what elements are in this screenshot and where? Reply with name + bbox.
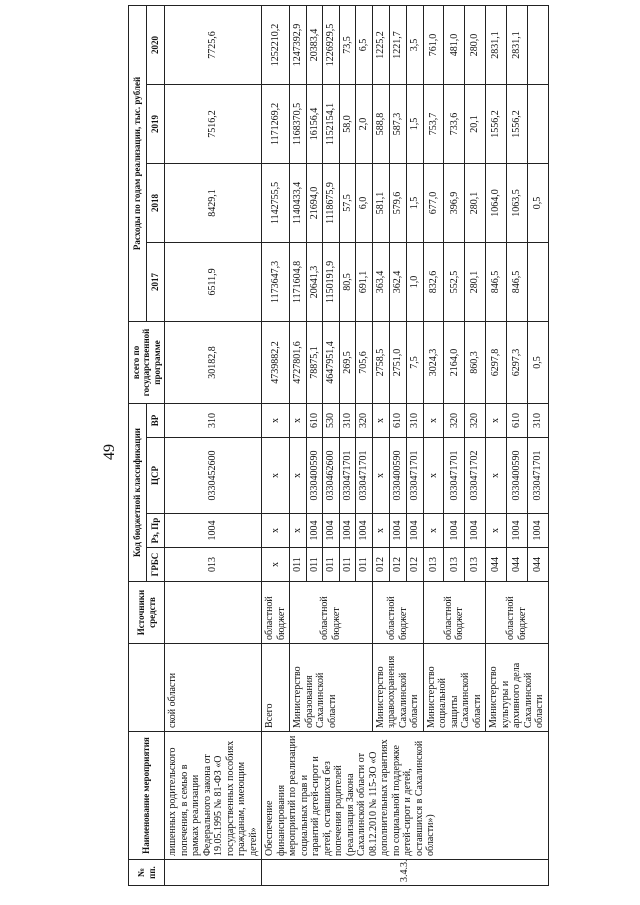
cell-2018: 6,0 [356,163,373,242]
cell-grbs: 011 [290,548,307,582]
cell-2018: 280,1 [465,163,486,242]
cell-total: 6297,8 [486,321,507,403]
cell-2018: 1,5 [406,163,423,242]
cell-total: 2751,0 [389,321,406,403]
header-sources: Источники средств [129,582,165,644]
cell-2020 [527,5,548,84]
cell-vr: 320 [444,403,465,437]
header-year: 2017 [147,242,165,321]
cell-csr: 0330452600 [165,438,262,514]
cell-vr: x [486,403,507,437]
cell-2017: 832,6 [423,242,444,321]
cell-2019 [527,84,548,163]
header-expenses: Расходы по годам реализации, тыс. рублей [129,5,147,321]
cell-2020: 1247392,9 [290,5,307,84]
cell-2020: 2831,1 [506,5,527,84]
cell-source: областной бюджет [486,582,549,644]
cell-total: 78875,1 [306,321,323,403]
cell-total: 705,6 [356,321,373,403]
cell-csr: x [372,438,389,514]
cell-grbs: 011 [306,548,323,582]
cell-total: 6297,3 [506,321,527,403]
cell-total: 4727801,6 [290,321,307,403]
header-vr: ВР [147,403,165,437]
cell-2020: 6,5 [356,5,373,84]
cell-2020: 1226929,5 [323,5,340,84]
cell-2020: 761,0 [423,5,444,84]
cell-executor: Министерство культуры и архивного дела Сахалинской области [486,644,549,732]
cell-2020: 7725,6 [165,5,262,84]
cell-2020: 20383,4 [306,5,323,84]
cell-rzpr: 1004 [444,514,465,548]
cell-rzpr: x [486,514,507,548]
cell-csr: 0330471701 [339,438,356,514]
cell-2019: 1152154,1 [323,84,340,163]
cell-rzpr: 1004 [306,514,323,548]
cell-2019: 16156,4 [306,84,323,163]
cell-executor: Министерство социальной защиты Сахалинской области [423,644,486,732]
cell-2018: 1064,0 [486,163,507,242]
header-no: № пп. [129,860,165,886]
cell-source: областной бюджет [262,582,290,644]
cell-grbs: 013 [465,548,486,582]
cell-total: 2758,5 [372,321,389,403]
cell-2017: 1,0 [406,242,423,321]
cell-grbs: 044 [486,548,507,582]
header-grbs: ГРБС [147,548,165,582]
cell-csr: 0330471702 [465,438,486,514]
cell-grbs: x [262,548,290,582]
header-year: 2020 [147,5,165,84]
cell-2018: 1063,5 [506,163,527,242]
cell-2019: 58,0 [339,84,356,163]
cell-total: 269,5 [339,321,356,403]
cell-rzpr: 1004 [323,514,340,548]
cell-csr: 0330471701 [356,438,373,514]
cell-vr: x [372,403,389,437]
cell-rzpr: 1004 [506,514,527,548]
cell-vr: 610 [389,403,406,437]
cell-rzpr: 1004 [465,514,486,548]
cell-rzpr: 1004 [406,514,423,548]
cell-2017: 691,1 [356,242,373,321]
cell-2018: 579,6 [389,163,406,242]
cell-source: областной бюджет [290,582,373,644]
cell-2020: 1221,7 [389,5,406,84]
cell-rzpr: 1004 [339,514,356,548]
cell-grbs: 013 [165,548,262,582]
cell-vr: 530 [323,403,340,437]
cell-vr: x [262,403,290,437]
cell-executor: Всего [262,644,290,732]
cell-2018: 21694,0 [306,163,323,242]
cell-grbs: 012 [389,548,406,582]
cell-grbs: 011 [339,548,356,582]
section-number: 3.4.3. [262,860,549,886]
cell-source [165,582,262,644]
header-budget-code: Код бюджетной классификации [129,403,147,581]
cell-total: 0,5 [527,321,548,403]
cell-2020: 481,0 [444,5,465,84]
cell-rzpr: 1004 [527,514,548,548]
header-executor [129,644,165,732]
cell-2019: 588,8 [372,84,389,163]
header-year: 2019 [147,84,165,163]
cell-2017: 20641,3 [306,242,323,321]
cell-vr: 310 [406,403,423,437]
cell-csr: 0330400590 [506,438,527,514]
cell-2019: 733,6 [444,84,465,163]
cell-vr: 310 [339,403,356,437]
cell-rzpr: x [423,514,444,548]
cell-total: 4739882,2 [262,321,290,403]
cell-csr: 0330400590 [389,438,406,514]
cell-csr: x [486,438,507,514]
cell-total: 30182,8 [165,321,262,403]
cell-2019: 7516,2 [165,84,262,163]
cell-name: лишенных родительского попечения, в семью в рамках реализации Федерального закона от 19.05.1995 № 81-ФЗ «О государственных пособиях гражданам, имеющим детей» [165,732,262,860]
cell-2017: 363,4 [372,242,389,321]
cell-2017: 552,5 [444,242,465,321]
cell-no [165,860,262,886]
cell-csr: 0330462600 [323,438,340,514]
cell-vr: 320 [356,403,373,437]
cell-2018: 581,1 [372,163,389,242]
cell-executor: ской области [165,644,262,732]
cell-2019: 587,3 [389,84,406,163]
cell-csr: x [290,438,307,514]
cell-2018: 1140433,4 [290,163,307,242]
header-name: Наименование мероприятия [129,732,165,860]
cell-2019: 1168370,5 [290,84,307,163]
cell-2020: 1225,2 [372,5,389,84]
cell-2020: 2831,1 [486,5,507,84]
cell-total: 860,3 [465,321,486,403]
cell-2020: 3,5 [406,5,423,84]
cell-vr: x [290,403,307,437]
cell-rzpr: x [262,514,290,548]
rotated-table-container [128,6,638,886]
cell-rzpr: x [290,514,307,548]
cell-source: областной бюджет [423,582,486,644]
cell-2017: 362,4 [389,242,406,321]
cell-2017: 846,5 [506,242,527,321]
cell-grbs: 012 [406,548,423,582]
cell-2017: 280,1 [465,242,486,321]
cell-vr: x [423,403,444,437]
cell-rzpr: 1004 [165,514,262,548]
cell-2017 [527,242,548,321]
cell-grbs: 011 [356,548,373,582]
cell-2020: 73,5 [339,5,356,84]
cell-rzpr: x [372,514,389,548]
cell-grbs: 013 [444,548,465,582]
table-row [165,5,262,885]
cell-2017: 6511,9 [165,242,262,321]
cell-2017: 1173647,3 [262,242,290,321]
cell-2017: 846,5 [486,242,507,321]
cell-2017: 1171604,8 [290,242,307,321]
cell-rzpr: 1004 [356,514,373,548]
table-row [262,5,290,885]
cell-2017: 80,5 [339,242,356,321]
cell-grbs: 044 [527,548,548,582]
cell-csr: 0330471701 [406,438,423,514]
header-csr: ЦСР [147,438,165,514]
cell-grbs: 011 [323,548,340,582]
budget-table [128,5,549,886]
cell-vr: 310 [527,403,548,437]
cell-grbs: 044 [506,548,527,582]
cell-total: 2164,0 [444,321,465,403]
cell-executor: Министерство образования Сахалинской области [290,644,373,732]
cell-rzpr: 1004 [389,514,406,548]
cell-2017: 1150191,9 [323,242,340,321]
cell-total: 3024,3 [423,321,444,403]
page-number: 49 [101,444,118,460]
section-name: Обеспечение финансирования мероприятий по реализации социальных прав и гарантий детей-сирот и детей, оставшихся без попечения родителей (реализация Закона Сахалинской области от 08.12.2010 № 115-ЗО «О дополнительных гарантиях по социальной поддержке детей-сирот и детей, оставшихся в Сахалинской области») [262,732,549,860]
cell-vr: 320 [465,403,486,437]
cell-2019: 1556,2 [506,84,527,163]
cell-2019: 753,7 [423,84,444,163]
cell-csr: 0330471701 [527,438,548,514]
header-rzpr: Рз, Пр [147,514,165,548]
cell-2018: 57,5 [339,163,356,242]
cell-2018: 677,0 [423,163,444,242]
cell-2019: 1171269,2 [262,84,290,163]
cell-source: областной бюджет [372,582,423,644]
cell-2018: 1142755,5 [262,163,290,242]
header-total: всего по государственной программе [129,321,165,403]
cell-2019: 1,5 [406,84,423,163]
cell-2018: 396,9 [444,163,465,242]
cell-2018: 0,5 [527,163,548,242]
cell-grbs: 012 [372,548,389,582]
cell-csr: x [262,438,290,514]
cell-csr: x [423,438,444,514]
cell-vr: 610 [306,403,323,437]
cell-vr: 310 [165,403,262,437]
cell-grbs: 013 [423,548,444,582]
cell-2018: 1118675,9 [323,163,340,242]
cell-executor: Министерство здравоохранения Сахалинской области [372,644,423,732]
cell-total: 7,5 [406,321,423,403]
cell-2020: 280,0 [465,5,486,84]
cell-vr: 610 [506,403,527,437]
cell-2020: 1252210,2 [262,5,290,84]
cell-2018: 8429,1 [165,163,262,242]
cell-2019: 1556,2 [486,84,507,163]
cell-csr: 0330471701 [444,438,465,514]
cell-total: 4647951,4 [323,321,340,403]
cell-2019: 20,1 [465,84,486,163]
cell-2019: 2,0 [356,84,373,163]
table-body [165,5,549,885]
header-year: 2018 [147,163,165,242]
cell-csr: 0330400590 [306,438,323,514]
